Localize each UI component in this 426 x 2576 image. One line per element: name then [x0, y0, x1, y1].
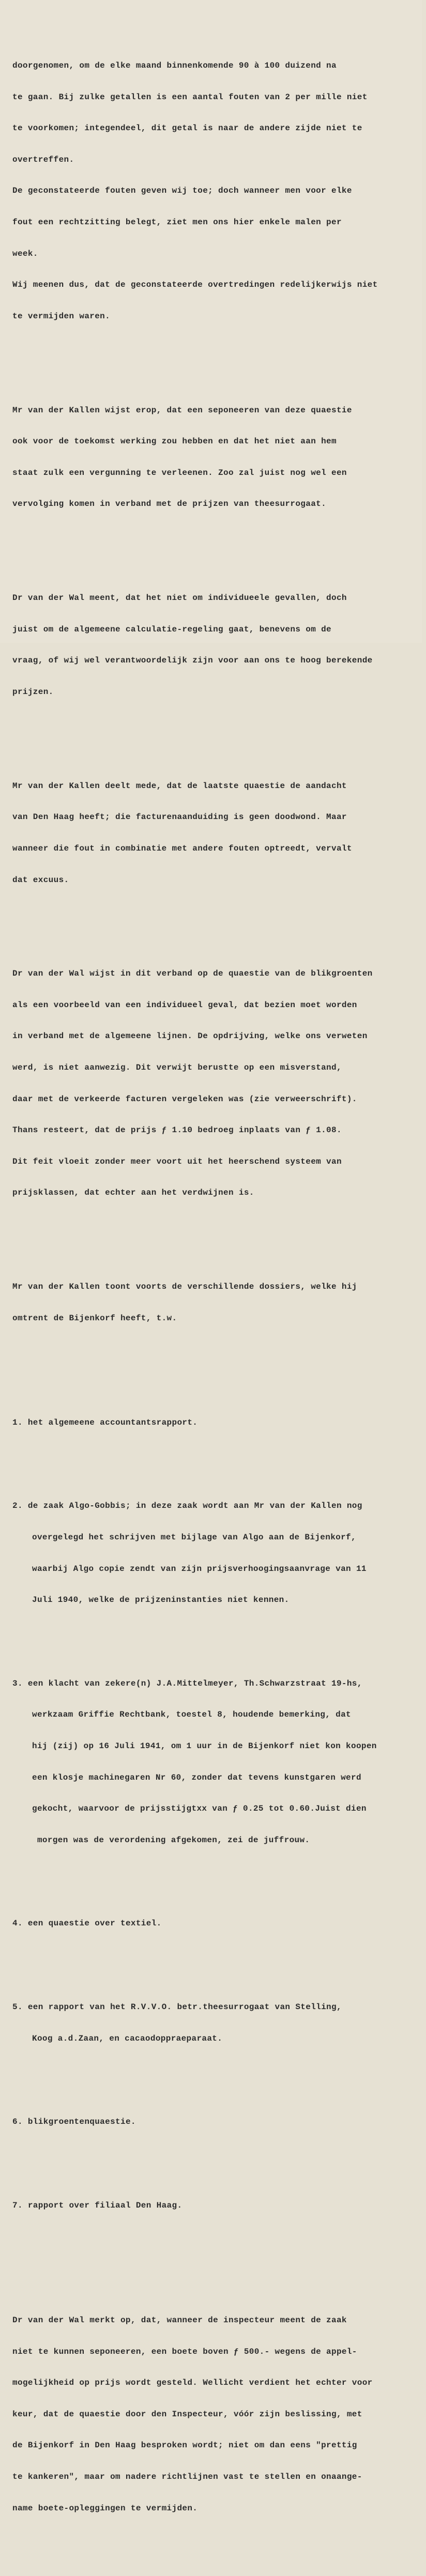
list-item: [12, 2096, 426, 2148]
text-line: prijzen.: [12, 687, 54, 697]
text-line: daar met de verkeerde facturen vergeleken was (zie verweerschrift).: [12, 1094, 357, 1104]
text-line: als een voorbeeld van een individueel geval, dat bezien moet worden: [12, 1000, 357, 1010]
text-line: Mr van der Kallen wijst erop, dat een seponeeren van deze quaestie: [12, 405, 352, 415]
list-item-text: Koog a.d.Zaan, en cacaodoppraeparaat.: [32, 2033, 223, 2043]
list-item-number: 7.: [12, 2200, 23, 2210]
text-line: staat zulk een vergunning te verleenen. Zoo zal juist nog wel een: [12, 468, 347, 477]
list-item-text: Juli 1940, welke de prijzeninstanties niet kennen.: [32, 1595, 290, 1605]
text-line: name boete-opleggingen te vermijden.: [12, 2503, 198, 2513]
text-line: doorgenomen, om de elke maand binnenkomende 90 à 100 duizend na: [12, 61, 337, 71]
list-item-text: het algemeene accountantsrapport.: [27, 1417, 198, 1427]
paragraph-3: [12, 572, 426, 718]
list-item-number: 2.: [12, 1501, 23, 1511]
text-line: te vermijden waren.: [12, 311, 111, 321]
text-line: Mr van der Kallen deelt mede, dat de laatste quaestie de aandacht: [12, 781, 347, 791]
dossier-list: [12, 1376, 426, 2253]
list-item-text: een klosje machinegaren Nr 60, zonder dat tevens kunstgaren werd: [32, 1772, 361, 1782]
text-line: Dr van der Wal meent, dat het niet om individueele gevallen, doch: [12, 593, 347, 603]
list-item-text: een rapport van het R.V.V.O. betr.theesurrogaat van Stelling,: [27, 2002, 342, 2012]
text-line: te gaan. Bij zulke getallen is een aantal fouten van 2 per mille niet: [12, 92, 368, 102]
text-line: Wij meenen dus, dat de geconstateerde overtredingen redelijkerwijs niet: [12, 280, 378, 290]
text-line: wanneer die fout in combinatie met andere fouten optreedt, vervalt: [12, 843, 352, 853]
list-item: [12, 1981, 426, 2065]
paragraph-5: [12, 948, 426, 1219]
paragraph-4: [12, 760, 426, 906]
text-line: vraag, of wij wel verantwoordelijk zijn voor aan ons te hoog berekende: [12, 656, 373, 666]
text-line: week.: [12, 249, 38, 258]
text-line: mogelijkheid op prijs wordt gesteld. Wellicht verdient het echter voor: [12, 2378, 373, 2388]
text-line: Dr van der Wal merkt op, dat, wanneer de inspecteur meent de zaak: [12, 2316, 347, 2325]
text-line: Dit feit vloeit zonder meer voort uit het heerschend systeem van: [12, 1156, 342, 1166]
text-line: te kankeren", maar om nadere richtlijnen vast te stellen en onaange-: [12, 2472, 362, 2482]
list-item-number: 6.: [12, 2117, 23, 2127]
paragraph-1: [12, 40, 426, 343]
list-item-text: een klacht van zekere(n) J.A.Mittelmeyer, Th.Schwarzstraat 19-hs,: [27, 1678, 362, 1688]
text-line: omtrent de Bijenkorf heeft, t.w.: [12, 1313, 177, 1323]
list-item-number: 5.: [12, 2002, 23, 2012]
text-line: prijsklassen, dat echter aan het verdwijnen is.: [12, 1188, 254, 1198]
text-line: van Den Haag heeft; die facturenaanduiding is geen doodwond. Maar: [12, 812, 347, 822]
list-item: [12, 1657, 426, 1866]
paragraph-7: [12, 2294, 426, 2535]
list-item-text: overgelegd het schrijven met bijlage van Algo aan de Bijenkorf,: [32, 1533, 356, 1542]
text-line: overtreffen.: [12, 155, 74, 164]
list-item-text: werkzaam Griffie Rechtbank, toestel 8, houdende bemerking, dat: [32, 1710, 351, 1720]
list-item-number: 4.: [12, 1919, 23, 1929]
list-item: [12, 1898, 426, 1950]
text-line: niet te kunnen seponeeren, een boete boven ƒ 500.- wegens de appel-: [12, 2347, 357, 2356]
list-item-text: waarbij Algo copie zendt van zijn prijsverhoogingsaanvrage van 11: [32, 1564, 367, 1574]
list-item: [12, 2179, 426, 2231]
list-item: [12, 1480, 426, 1626]
text-line: De geconstateerde fouten geven wij toe; doch wanneer men voor elke: [12, 186, 352, 196]
text-line: Mr van der Kallen toont voorts de verschillende dossiers, welke hij: [12, 1282, 357, 1292]
list-item-text: een quaestie over textiel.: [27, 1919, 162, 1929]
text-line: fout een rechtzitting belegt, ziet men ons hier enkele malen per: [12, 217, 342, 227]
list-item-text: de zaak Algo-Gobbis; in deze zaak wordt aan Mr van der Kallen nog: [27, 1501, 362, 1511]
list-item-number: 1.: [12, 1417, 23, 1427]
list-item-text: gekocht, waarvoor de prijsstijgtxx van ƒ 0.25 tot 0.60.Juist dien: [32, 1804, 367, 1814]
typed-text: [12, 8, 426, 2576]
text-line: werd, is niet aanwezig. Dit verwijt berustte op een misverstand,: [12, 1063, 342, 1073]
text-line: vervolging komen in verband met de prijzen van theesurrogaat.: [12, 499, 327, 509]
text-line: in verband met de algemeene lijnen. De opdrijving, welke ons verweten: [12, 1031, 368, 1041]
text-line: ook voor de toekomst werking zou hebben en dat het niet aan hem: [12, 437, 337, 446]
list-item-text: rapport over filiaal Den Haag.: [27, 2200, 182, 2210]
paragraph-2: [12, 384, 426, 530]
text-line: Thans resteert, dat de prijs ƒ 1.10 bedroeg inplaats van ƒ 1.08.: [12, 1125, 342, 1135]
text-line: dat excuus.: [12, 875, 69, 885]
list-item: [12, 1396, 426, 1448]
list-item-text: blikgroentenquaestie.: [27, 2117, 136, 2127]
list-item-text: morgen was de verordening afgekomen, zei de juffrouw.: [32, 1835, 310, 1845]
paragraph-6-intro: [12, 1261, 426, 1345]
list-item-text: hij (zij) op 16 Juli 1941, om 1 uur in de Bijenkorf niet kon koopen: [32, 1741, 377, 1751]
text-line: de Bijenkorf in Den Haag besproken wordt; niet om dan eens "prettig: [12, 2441, 357, 2450]
text-line: keur, dat de quaestie door den Inspecteur, vóór zijn beslissing, met: [12, 2409, 362, 2419]
text-line: juist om de algemeene calculatie-regeling gaat, benevens om de: [12, 624, 331, 634]
text-line: Dr van der Wal wijst in dit verband op de quaestie van de blikgroenten: [12, 969, 373, 979]
text-line: te voorkomen; integendeel, dit getal is naar de andere zijde niet te: [12, 124, 362, 133]
list-item-number: 3.: [12, 1678, 23, 1688]
